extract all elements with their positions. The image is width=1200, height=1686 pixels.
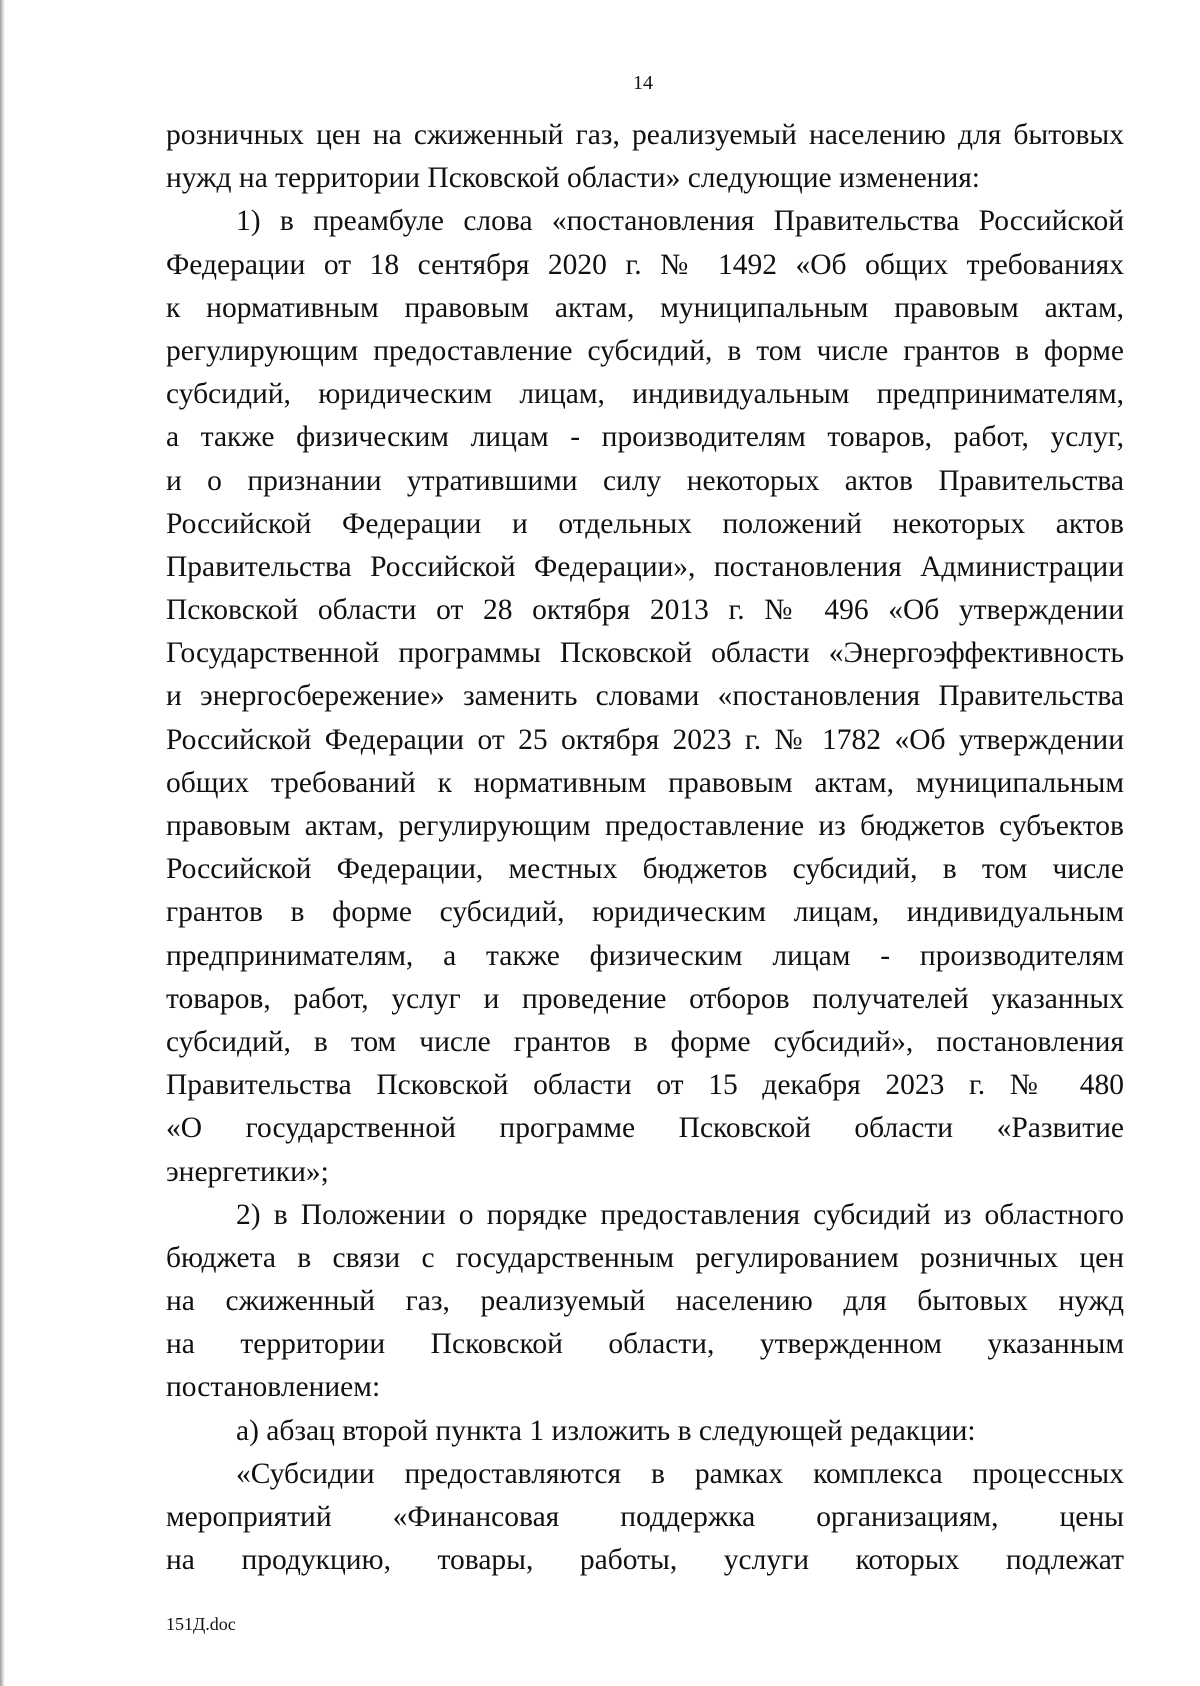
text-line: Правительства Псковской области от 15 декабря 2023 г. № 480 (166, 1069, 1124, 1102)
text-line: на территории Псковской области, утвержденном указанным (166, 1328, 1124, 1361)
scan-edge-shadow (0, 0, 5, 1686)
text-line: «Субсидии предоставляются в рамках комплекса процессных (236, 1457, 1124, 1490)
document-body-text (166, 114, 1124, 1582)
text-line: общих требований к нормативным правовым актам, муниципальным (166, 766, 1124, 799)
text-line: нужд на территории Псковской области» следующие изменения: (166, 162, 981, 195)
text-line: Российской Федерации от 25 октября 2023 г. № 1782 «Об утверждении (166, 723, 1124, 756)
text-line: розничных цен на сжиженный газ, реализуемый населению для бытовых (166, 119, 1124, 151)
text-line: товаров, работ, услуг и проведение отборов получателей указанных (166, 982, 1124, 1015)
footer-filename: 151Д.doc (166, 1614, 236, 1634)
text-line: постановлением: (166, 1371, 381, 1404)
text-line: Правительства Российской Федерации», постановления Администрации (166, 550, 1124, 583)
text-line: к нормативным правовым актам, муниципальным правовым актам, (166, 291, 1124, 324)
text-line: субсидий, в том числе грантов в форме субсидий», постановления (166, 1025, 1124, 1058)
text-line: энергетики»; (166, 1155, 329, 1188)
text-line: субсидий, юридическим лицам, индивидуальным предпринимателям, (166, 378, 1124, 411)
text-line: мероприятий «Финансовая поддержка организациям, цены (166, 1501, 1124, 1533)
page-number: 14 (633, 72, 653, 94)
text-line: регулирующим предоставление субсидий, в том числе грантов в форме (166, 334, 1124, 367)
text-line: 2) в Положении о порядке предоставления субсидий из областного (236, 1198, 1124, 1231)
text-line: Российской Федерации, местных бюджетов субсидий, в том числе (166, 853, 1124, 886)
text-line: и энергосбережение» заменить словами «постановления Правительства (166, 680, 1124, 713)
text-line: а) абзац второй пункта 1 изложить в следующей редакции: (236, 1414, 976, 1447)
text-line: Федерации от 18 сентября 2020 г. № 1492 «Об общих требованиях (166, 248, 1124, 281)
text-line: предпринимателям, а также физическим лицам - производителям (166, 939, 1124, 972)
text-line: на сжиженный газ, реализуемый населению для бытовых нужд (166, 1285, 1124, 1318)
text-line: и о признании утратившими силу некоторых актов Правительства (166, 464, 1124, 497)
text-line: «О государственной программе Псковской области «Развитие (166, 1112, 1124, 1145)
text-line: а также физическим лицам - производителям товаров, работ, услуг, (166, 421, 1124, 454)
text-line: Российской Федерации и отдельных положений некоторых актов (166, 507, 1124, 540)
text-line: бюджета в связи с государственным регулированием розничных цен (166, 1241, 1124, 1274)
text-line: Псковской области от 28 октября 2013 г. № 496 «Об утверждении (166, 594, 1124, 627)
text-line: 1) в преамбуле слова «постановления Правительства Российской (236, 205, 1124, 238)
text-line: Государственной программы Псковской области «Энергоэффективность (166, 637, 1124, 670)
text-line: правовым актам, регулирующим предоставление из бюджетов субъектов (166, 810, 1124, 842)
text-line: грантов в форме субсидий, юридическим лицам, индивидуальным (166, 896, 1124, 929)
text-line: на продукцию, товары, работы, услуги которых подлежат (166, 1544, 1124, 1577)
